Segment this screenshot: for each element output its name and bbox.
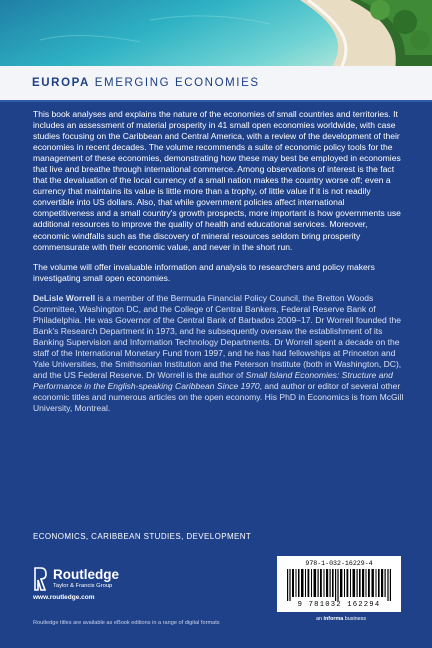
author-book-title: Small Island Economies: Structure and Performance in the English-speaking Caribbean Since 1970 — [33, 370, 393, 392]
informa-credit — [316, 616, 366, 622]
isbn-number: 978-1-032-16229-4 — [305, 560, 373, 567]
subject-categories: ECONOMICS, CARIBBEAN STUDIES, DEVELOPMENT — [33, 532, 252, 541]
barcode-icon — [287, 569, 391, 601]
isbn-barcode — [277, 556, 401, 612]
routledge-r-icon — [33, 566, 47, 592]
series-title-part2: EMERGING ECONOMIES — [94, 77, 260, 89]
author-name: DeLisle Worrell — [33, 292, 96, 303]
series-title — [32, 77, 260, 89]
publisher-name: Routledge — [53, 567, 119, 582]
barcode-digits: 9 781032 162294 — [297, 601, 381, 609]
author-bio-text-1: is a member of the Bermuda Financial Policy Council, the Bretton Woods Committee, Washington DC, and the College of Central Bankers, Federal Reserve Bank of Philadelphia. He was Governor of the Central Bank of Barbados 2009–17. Dr Worrell founded the Bank's Research Department in 1973, and he subsequently oversaw the establishment of its Banking Supervision and Information Technology Departments. Dr Worrell spent a decade on the staff of the International Monetary Fund from 1997, and he has had fellowships at Princeton and Yale Universities, the Smithsonian Institution and the Peterson Institute (both in Washington, DC), and the US Federal Reserve. Dr Worrell is the author of — [33, 292, 402, 381]
series-title-part1: EUROPA — [32, 77, 90, 89]
informa-prefix: an — [316, 616, 324, 622]
ebook-note: Routledge titles are available as eBook editions in a range of digital formats — [33, 620, 220, 626]
series-banner — [0, 66, 432, 100]
description-paragraph-2: The volume will offer invaluable information and analysis to researchers and policy makers investigating small open economies. — [33, 261, 375, 283]
author-bio — [33, 293, 405, 415]
beach-photo — [0, 0, 432, 70]
blurb — [33, 109, 405, 423]
banner-rule — [0, 100, 432, 102]
informa-suffix: business — [343, 616, 367, 622]
informa-brand: informa — [323, 616, 344, 622]
description-paragraph-1: This book analyses and explains the nature of the economies of small countries and territories. It includes an assessment of material prosperity in 41 small open economies worldwide, with case studies focusing on the Caribbean and Central America, with a review of the development of their economies in recent decades. The volume recommends a suite of economic policy tools for the management of these economies, demonstrating how these may best be employed in economies that live and breathe through international commerce. Among observations of interest is the fact that the devaluation of the local currency of a small nation makes the country worse off; even a currency that maintains its value is little more than a trophy, of little value if it is not readily convertible into US dollars. Also, that while government policies affect international competitiveness and a small country's growth prospects, more important is how governments use additional resources to improve the quality of health and educational services. Moreover, economic windfalls such as the discovery of mineral resources seldom bring prosperity commensurate with their economic value, and never in the short run. — [33, 109, 401, 252]
author-bio-text-2: , and author or editor of several other economic titles and numerous articles on the open economy. His PhD in Economics is from McGill University, Montreal. — [33, 381, 404, 414]
publisher-tagline: Taylor & Francis Group — [53, 583, 113, 589]
publisher-url[interactable]: www.routledge.com — [33, 594, 95, 601]
